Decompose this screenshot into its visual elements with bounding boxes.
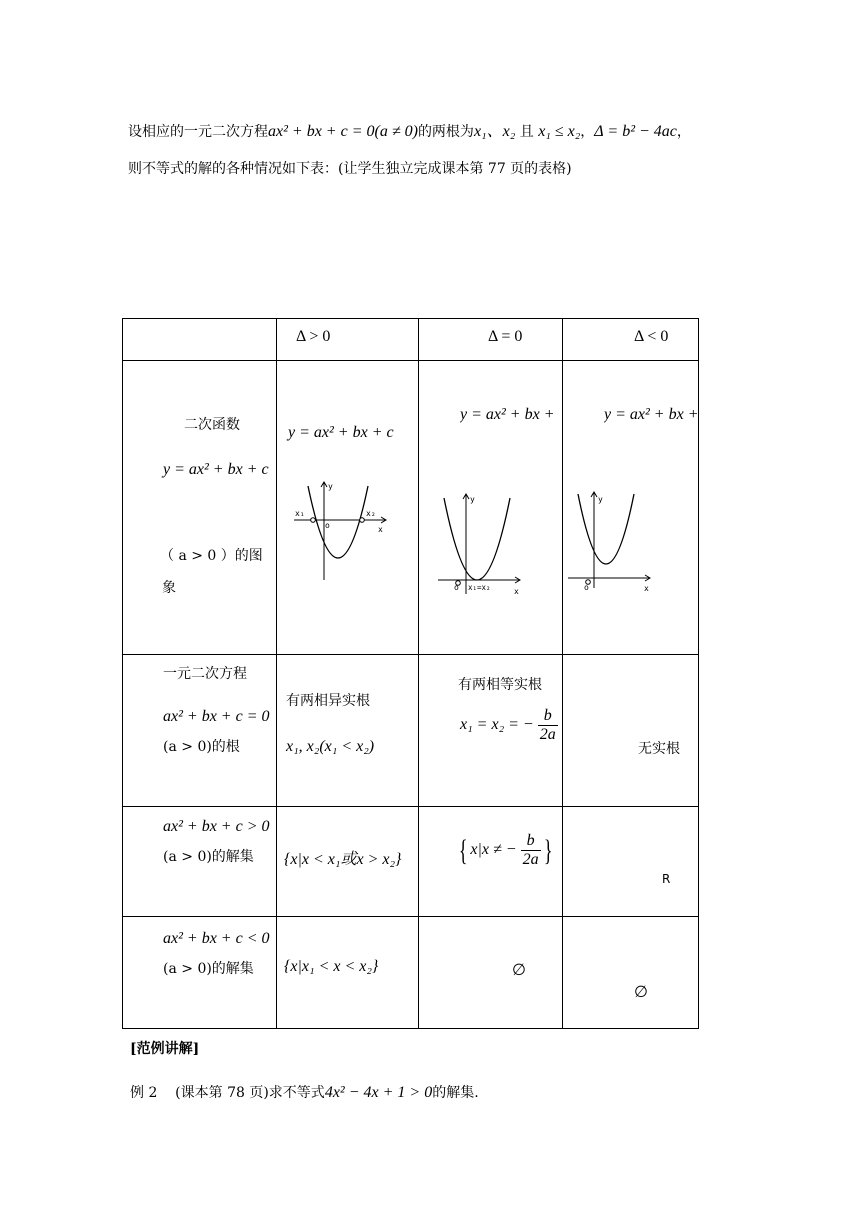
table-rule [418,318,419,1029]
x-axis-label: x [644,584,649,593]
graph-function-col2: y = ax² + bx + [460,406,555,423]
no-real-roots-text: 无实根 [638,741,680,757]
table-rule [122,360,699,361]
gt-solution-equal-prefix: x|x ≠ − [470,841,517,859]
graph-row-label-end: 象 [162,580,176,596]
root-row-label-title: 一元二次方程 [163,666,247,682]
gt-solution-equal [456,832,555,869]
intro-line-1: 设相应的一元二次方程ax² + bx + c = 0(a ≠ 0)的两根为x₁、x₂ 且 x₁ ≤ x₂，Δ = b² − 4ac， [128,123,691,140]
intro-mid: 的两根为 [417,124,474,140]
intro-roots: x₁、x₂ [473,123,516,140]
y-axis-label: y [328,482,333,491]
section-title: [范例讲解] [130,1041,200,1057]
intro-and: 且 [519,124,534,140]
lt-solution-empty-equal: ∅ [512,962,526,979]
x-axis-label: x [378,525,383,534]
gt-solution-distinct: {x|x < x₁或x > x₂} [284,851,402,868]
table-border-right [698,318,699,1029]
fraction-denominator: 2a [522,851,539,868]
example-inequality: 4x² − 4x + 1 > 0 [324,1084,433,1101]
table-rule [122,654,699,655]
parabola-graph-no-roots [566,486,662,594]
gt-solution-fraction [521,832,541,869]
graph-row-label-title: 二次函数 [184,417,240,433]
header-delta-negative: Δ < 0 [634,328,669,345]
roots-distinct-formula: x₁, x₂(x₁ < x₂) [286,738,375,755]
parabola-curve [444,498,510,580]
left-brace: { [458,833,468,867]
table-rule [122,916,699,917]
y-axis-label: y [598,495,603,504]
fraction-numerator: b [538,707,558,726]
graph-function-col3: y = ax² + bx + [604,406,698,423]
y-axis-label: y [470,495,475,504]
table-rule [276,318,277,1029]
table-border-left [122,318,123,1029]
table-rule [122,806,699,807]
origin-label: o [325,521,330,530]
graph-row-label-equation: y = ax² + bx + c [163,461,269,478]
example-text-pre: (课本第 78 页)求不等式 [175,1085,325,1101]
x-axis-label: x [514,587,519,596]
lt-solution-distinct: {x|x₁ < x < x₂} [284,958,379,975]
example-text-post: 的解集. [432,1085,479,1101]
intro-prefix: 设相应的一元二次方程 [128,124,268,140]
lt-row-label-equation: ax² + bx + c < 0 [163,930,270,947]
parabola-curve [308,486,368,558]
parabola-curve [578,494,634,564]
root-point [360,518,365,523]
origin-label: o [454,583,459,592]
roots-distinct-text: 有两相异实根 [286,693,370,709]
roots-equal-fraction [538,707,558,744]
root-x2-label: x₂ [366,509,376,518]
double-root-label: x₁=x₂ [468,583,491,592]
intro-inequality: x₁ ≤ x₂ [538,123,581,140]
fraction-numerator: b [521,832,541,851]
header-delta-positive: Δ > 0 [296,328,331,345]
graph-row-label-condition: （ a > 0 ）的图 [160,548,263,564]
parabola-graph-two-roots [286,478,396,586]
parabola-graph-double-root [432,486,528,598]
root-x1-label: x₁ [295,509,305,518]
roots-equal-text: 有两相等实根 [458,677,542,693]
root-row-label-condition: (a > 0)的根 [163,739,240,755]
origin-label: o [584,583,589,592]
gt-solution-all-reals: R [662,872,671,886]
lt-row-label-condition: (a > 0)的解集 [163,961,254,977]
roots-equal-lhs: x₁ = x₂ = − [460,716,534,734]
intro-delta: Δ = b² − 4ac [594,123,677,140]
example-label: 例 2 [130,1085,158,1101]
gt-row-label-equation: ax² + bx + c > 0 [163,818,270,835]
table-border-top [122,318,699,319]
fraction-denominator: 2a [539,726,556,743]
example-line [130,1082,479,1102]
gt-row-label-condition: (a > 0)的解集 [163,849,254,865]
intro-equation: ax² + bx + c = 0(a ≠ 0) [268,123,418,140]
table-border-bottom [122,1028,699,1029]
graph-function-col1: y = ax² + bx + c [288,424,394,441]
lt-solution-empty-none: ∅ [634,984,648,1001]
root-row-label-equation: ax² + bx + c = 0 [163,708,270,725]
roots-equal-formula [460,707,558,744]
intro-line-2: 则不等式的解的各种情况如下表：(让学生独立完成课本第 77 页的表格) [128,161,572,177]
right-brace: } [543,833,553,867]
root-point [311,518,316,523]
table-rule [562,318,563,1029]
header-delta-zero: Δ = 0 [488,328,523,345]
